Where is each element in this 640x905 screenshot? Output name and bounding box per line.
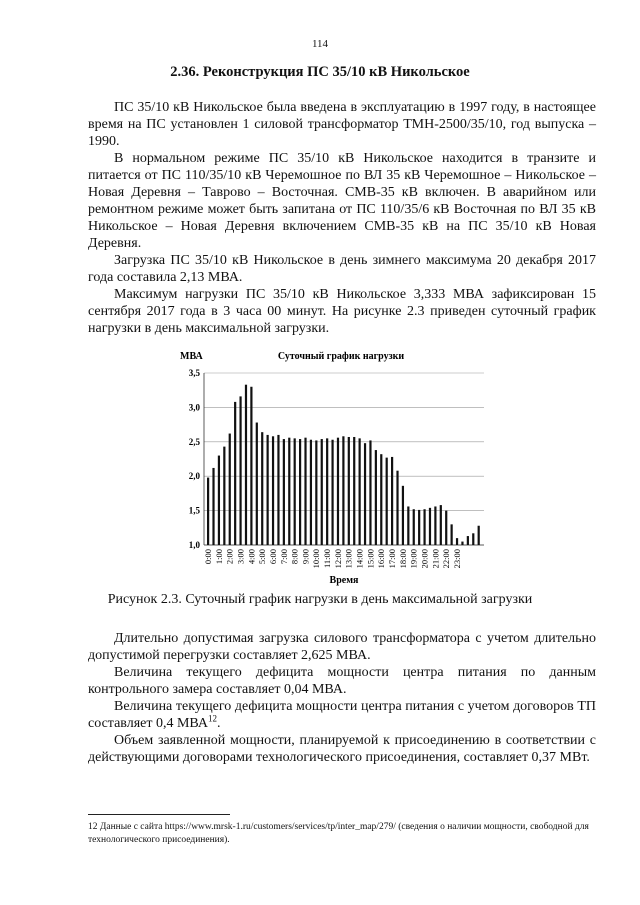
bar: [337, 438, 339, 545]
x-tick-label: 2:00: [224, 549, 235, 565]
x-tick-label: 14:00: [354, 549, 365, 569]
bar: [440, 505, 442, 545]
bar: [267, 435, 269, 545]
bar: [369, 440, 371, 545]
bar: [321, 439, 323, 545]
x-tick-label: 13:00: [343, 549, 354, 569]
bar: [256, 423, 258, 545]
x-tick-label: 18:00: [397, 549, 408, 569]
bar: [229, 434, 231, 545]
footnote-divider: [88, 814, 230, 815]
figure-caption: Рисунок 2.3. Суточный график нагрузки в день максимальной загрузки: [107, 592, 533, 607]
bar: [423, 509, 425, 545]
y-tick-label: 2,5: [188, 436, 200, 447]
bar: [472, 533, 474, 545]
chart-title: Суточный график нагрузки: [277, 351, 405, 362]
paragraph: Загрузка ПС 35/10 кВ Никольское в день зимнего максимума 20 декабря 2017 года составила 2,13 МВА.: [88, 253, 596, 285]
bar: [342, 436, 344, 545]
paragraph-text: Величина текущего дефицита мощности центра питания с учетом договоров ТП составляет 0,4 МВА: [88, 699, 596, 731]
paragraph: Величина текущего дефицита мощности центра питания по данным контрольного замера составляет 0,04 МВА.: [88, 665, 596, 697]
bar: [207, 478, 209, 545]
bar: [250, 387, 252, 545]
x-tick-label: 5:00: [257, 549, 268, 565]
bar: [277, 435, 279, 545]
paragraph-end: .: [216, 716, 221, 731]
x-tick-label: 9:00: [300, 549, 311, 565]
page-number: 114: [311, 38, 329, 50]
bar: [212, 468, 214, 545]
bar: [218, 456, 220, 545]
y-tick-label: 1,0: [188, 540, 200, 550]
y-tick-label: 3,0: [188, 402, 200, 413]
x-tick-label: 0:00: [203, 549, 213, 565]
paragraph: В нормальном режиме ПС 35/10 кВ Никольское находится в транзите и питается от ПС 110/35/10 кВ Черемошное по ВЛ 35 кВ Черемошное – Никольское – Новая Деревня – Таврово – Восточная. СМВ-35 кВ включен. В аварийном или ремонтном режиме может быть запитана от ПС 110/35/6 кВ Восточная по ВЛ 35 кВ Никольское – Новая Деревня включением СМВ-35 кВ на ПС 35/10 кВ Новая Деревня.: [88, 151, 596, 251]
x-tick-label: 8:00: [289, 549, 300, 565]
load-chart-svg: [176, 347, 498, 589]
bar: [391, 457, 393, 545]
bar: [359, 438, 361, 545]
x-tick-label: 7:00: [278, 549, 289, 565]
x-tick-label: 21:00: [430, 549, 441, 569]
x-tick-label: 20:00: [419, 549, 430, 569]
x-tick-label: 3:00: [235, 549, 246, 565]
bar: [434, 506, 436, 545]
bar: [402, 486, 404, 545]
bar: [407, 506, 409, 545]
bar: [478, 526, 480, 545]
bar: [375, 450, 377, 545]
bar: [429, 508, 431, 545]
paragraph: Максимум нагрузки ПС 35/10 кВ Никольское 3,333 МВА зафиксирован 15 сентября 2017 года в 3 часа 00 минут. На рисунке 2.3 приведен суточный график нагрузки в день максимальной загрузки.: [88, 287, 596, 336]
bar: [353, 437, 355, 545]
y-tick-label: 3,5: [188, 368, 200, 378]
x-tick-label: 6:00: [267, 549, 278, 565]
bar: [283, 439, 285, 545]
x-tick-label: 11:00: [322, 549, 333, 569]
bar: [272, 436, 274, 545]
x-tick-label: 1:00: [213, 549, 224, 565]
x-tick-label: 12:00: [332, 549, 343, 569]
y-tick-label: 1,5: [188, 505, 200, 516]
bar: [310, 440, 312, 545]
section-text-bottom: [88, 630, 596, 766]
footnote: 12 Данные с сайта https://www.mrsk-1.ru/customers/services/tp/inter_map/279/ (сведения о наличии мощности, свободной для технологического присоединения).: [88, 822, 589, 845]
bar: [326, 438, 328, 545]
section-heading: 2.36. Реконструкция ПС 35/10 кВ Никольское: [170, 64, 470, 80]
x-tick-label: 16:00: [376, 549, 387, 569]
x-tick-label: 22:00: [441, 549, 452, 569]
x-axis-label: Время: [329, 575, 359, 586]
x-tick-label: 4:00: [246, 549, 257, 565]
section-text-top: [88, 99, 596, 337]
bar: [396, 471, 398, 545]
paragraph: Длительно допустимая загрузка силового трансформатора с учетом длительно допустимой перегрузки составляет 2,625 МВА.: [88, 631, 596, 663]
bar: [234, 402, 236, 545]
bar: [445, 511, 447, 545]
bar: [245, 385, 247, 545]
load-chart: [176, 347, 498, 589]
bar: [304, 438, 306, 545]
x-tick-label: 15:00: [365, 549, 376, 569]
bar: [364, 443, 366, 545]
bar: [288, 438, 290, 545]
bar: [315, 440, 317, 545]
bar: [451, 524, 453, 545]
paragraph: [88, 698, 596, 732]
bar: [380, 454, 382, 545]
footnote-ref[interactable]: 12: [207, 713, 217, 724]
bar: [261, 432, 263, 545]
x-tick-label: 10:00: [311, 549, 322, 569]
bar: [386, 458, 388, 545]
paragraph: ПС 35/10 кВ Никольское была введена в эксплуатацию в 1997 году, в настоящее время на ПС установлен 1 силовой трансформатор ТМН-2500/35/10, год выпуска – 1990.: [88, 100, 596, 149]
bar: [413, 509, 415, 545]
y-tick-label: 2,0: [188, 471, 200, 482]
bar: [467, 536, 469, 545]
bar: [299, 439, 301, 545]
x-tick-label: 23:00: [451, 549, 462, 569]
paragraph: Объем заявленной мощности, планируемой к присоединению в соответствии с действующими договорами технологического присоединения, составляет 0,37 МВт.: [88, 733, 596, 765]
bar: [331, 440, 333, 545]
bar: [418, 510, 420, 545]
bar: [294, 438, 296, 545]
bar: [239, 396, 241, 545]
x-tick-label: 19:00: [408, 549, 419, 569]
bar: [456, 538, 458, 545]
bar: [223, 447, 225, 545]
bar: [348, 437, 350, 545]
bar: [461, 542, 463, 545]
y-axis-label: МВА: [180, 351, 203, 362]
x-tick-label: 17:00: [387, 549, 397, 569]
